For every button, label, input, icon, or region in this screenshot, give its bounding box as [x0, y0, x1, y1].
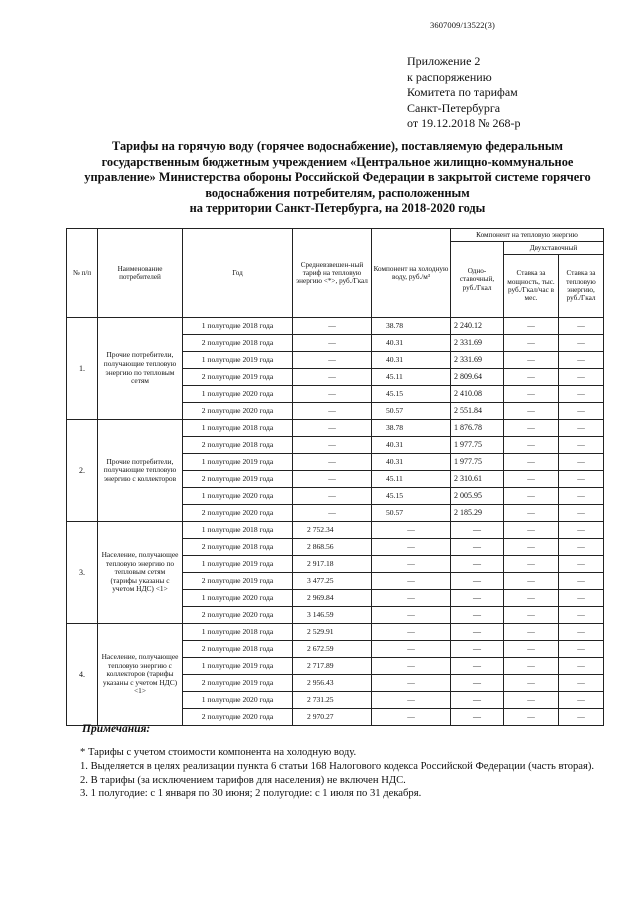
avg-tariff-cell: —	[293, 403, 372, 420]
period-cell: 2 полугодие 2018 года	[183, 539, 293, 556]
capacity-rate-cell: —	[504, 386, 559, 403]
single-rate-cell: 2 551.84	[451, 403, 504, 420]
table-header	[67, 229, 604, 318]
period-cell: 2 полугодие 2018 года	[183, 335, 293, 352]
consumer-name: Население, получающее тепловую энергию по тепловым сетям (тарифы указаны с учетом НДС) <1>	[98, 522, 183, 624]
avg-tariff-cell: 2 970.27	[293, 709, 372, 726]
notes-block	[80, 746, 594, 801]
cold-water-cell: —	[372, 539, 451, 556]
cold-water-cell: 40.31	[372, 352, 451, 369]
energy-rate-cell: —	[559, 641, 604, 658]
appendix-block	[407, 54, 521, 132]
single-rate-cell: —	[451, 692, 504, 709]
title-line: на территории Санкт-Петербурга, на 2018-2020 годы	[189, 201, 486, 215]
energy-rate-cell: —	[559, 454, 604, 471]
cold-water-cell: 45.11	[372, 471, 451, 488]
period-cell: 2 полугодие 2020 года	[183, 607, 293, 624]
avg-tariff-cell: 2 672.59	[293, 641, 372, 658]
cold-water-cell: —	[372, 522, 451, 539]
energy-rate-cell: —	[559, 624, 604, 641]
single-rate-cell: —	[451, 709, 504, 726]
cold-water-cell: 40.31	[372, 454, 451, 471]
period-cell: 1 полугодие 2019 года	[183, 352, 293, 369]
period-cell: 1 полугодие 2018 года	[183, 624, 293, 641]
capacity-rate-cell: —	[504, 471, 559, 488]
cold-water-cell: —	[372, 641, 451, 658]
energy-rate-cell: —	[559, 505, 604, 522]
title-line: управление» Министерства обороны Российской Федерации в закрытой системе горячего	[84, 170, 591, 184]
capacity-rate-cell: —	[504, 692, 559, 709]
avg-tariff-cell: —	[293, 386, 372, 403]
capacity-rate-cell: —	[504, 403, 559, 420]
avg-tariff-cell: 2 752.34	[293, 522, 372, 539]
capacity-rate-cell: —	[504, 556, 559, 573]
single-rate-cell: 2 331.69	[451, 335, 504, 352]
header-heat-component: Компонент на тепловую энергию	[451, 229, 604, 242]
header-two-rate: Двухставочный	[504, 242, 604, 255]
appendix-line: Комитета по тарифам	[407, 85, 518, 99]
single-rate-cell: —	[451, 658, 504, 675]
period-cell: 2 полугодие 2019 года	[183, 573, 293, 590]
cold-water-cell: —	[372, 709, 451, 726]
title-line: водоснабжения потребителям, расположенным	[205, 185, 470, 200]
period-cell: 1 полугодие 2020 года	[183, 386, 293, 403]
avg-tariff-cell: —	[293, 505, 372, 522]
header-capacity-rate: Ставка за мощность, тыс. руб./Гкал/час в мес.	[504, 255, 559, 318]
avg-tariff-cell: 3 146.59	[293, 607, 372, 624]
cold-water-cell: —	[372, 624, 451, 641]
period-cell: 1 полугодие 2019 года	[183, 454, 293, 471]
capacity-rate-cell: —	[504, 675, 559, 692]
avg-tariff-cell: —	[293, 437, 372, 454]
single-rate-cell: 1 977.75	[451, 437, 504, 454]
period-cell: 1 полугодие 2020 года	[183, 692, 293, 709]
energy-rate-cell: —	[559, 420, 604, 437]
avg-tariff-cell: 2 956.43	[293, 675, 372, 692]
avg-tariff-cell: —	[293, 352, 372, 369]
energy-rate-cell: —	[559, 403, 604, 420]
period-cell: 1 полугодие 2019 года	[183, 556, 293, 573]
avg-tariff-cell: 2 917.18	[293, 556, 372, 573]
single-rate-cell: 2 240.12	[451, 318, 504, 335]
single-rate-cell: 2 310.61	[451, 471, 504, 488]
single-rate-cell: —	[451, 522, 504, 539]
group-number: 2.	[67, 420, 98, 522]
cold-water-cell: —	[372, 675, 451, 692]
energy-rate-cell: —	[559, 437, 604, 454]
period-cell: 1 полугодие 2019 года	[183, 658, 293, 675]
header-num: № п/п	[67, 229, 98, 318]
capacity-rate-cell: —	[504, 641, 559, 658]
capacity-rate-cell: —	[504, 573, 559, 590]
capacity-rate-cell: —	[504, 352, 559, 369]
capacity-rate-cell: —	[504, 658, 559, 675]
energy-rate-cell: —	[559, 488, 604, 505]
capacity-rate-cell: —	[504, 590, 559, 607]
capacity-rate-cell: —	[504, 369, 559, 386]
single-rate-cell: 2 005.95	[451, 488, 504, 505]
energy-rate-cell: —	[559, 522, 604, 539]
period-cell: 1 полугодие 2018 года	[183, 420, 293, 437]
group-number: 1.	[67, 318, 98, 420]
capacity-rate-cell: —	[504, 539, 559, 556]
notes-title: Примечания:	[82, 723, 151, 735]
period-cell: 2 полугодие 2020 года	[183, 709, 293, 726]
cold-water-cell: —	[372, 556, 451, 573]
energy-rate-cell: —	[559, 556, 604, 573]
energy-rate-cell: —	[559, 335, 604, 352]
cold-water-cell: 40.31	[372, 335, 451, 352]
avg-tariff-cell: 3 477.25	[293, 573, 372, 590]
table-row	[67, 522, 604, 539]
cold-water-cell: —	[372, 692, 451, 709]
capacity-rate-cell: —	[504, 607, 559, 624]
energy-rate-cell: —	[559, 675, 604, 692]
energy-rate-cell: —	[559, 318, 604, 335]
single-rate-cell: —	[451, 556, 504, 573]
energy-rate-cell: —	[559, 352, 604, 369]
period-cell: 2 полугодие 2019 года	[183, 675, 293, 692]
cold-water-cell: —	[372, 658, 451, 675]
header-cold-water: Компонент на холодную воду, руб./м³	[372, 229, 451, 318]
single-rate-cell: 2 185.29	[451, 505, 504, 522]
energy-rate-cell: —	[559, 386, 604, 403]
energy-rate-cell: —	[559, 471, 604, 488]
table-body	[67, 318, 604, 726]
avg-tariff-cell: —	[293, 454, 372, 471]
cold-water-cell: 40.31	[372, 437, 451, 454]
period-cell: 1 полугодие 2020 года	[183, 488, 293, 505]
single-rate-cell: —	[451, 573, 504, 590]
avg-tariff-cell: 2 717.89	[293, 658, 372, 675]
capacity-rate-cell: —	[504, 318, 559, 335]
capacity-rate-cell: —	[504, 488, 559, 505]
energy-rate-cell: —	[559, 658, 604, 675]
period-cell: 2 полугодие 2020 года	[183, 505, 293, 522]
single-rate-cell: —	[451, 641, 504, 658]
single-rate-cell: —	[451, 539, 504, 556]
header-year: Год	[183, 229, 293, 318]
energy-rate-cell: —	[559, 573, 604, 590]
table-row	[67, 420, 604, 437]
energy-rate-cell: —	[559, 590, 604, 607]
appendix-line: к распоряжению	[407, 69, 492, 84]
period-cell: 2 полугодие 2020 года	[183, 403, 293, 420]
avg-tariff-cell: —	[293, 420, 372, 437]
single-rate-cell: 2 809.64	[451, 369, 504, 386]
header-energy-rate: Ставка за тепловую энергию, руб./Гкал	[559, 255, 604, 318]
single-rate-cell: 1 876.78	[451, 420, 504, 437]
cold-water-cell: 45.15	[372, 488, 451, 505]
avg-tariff-cell: —	[293, 318, 372, 335]
energy-rate-cell: —	[559, 539, 604, 556]
period-cell: 2 полугодие 2019 года	[183, 369, 293, 386]
title-line: государственным бюджетным учреждением «Центральное жилищно-коммунальное	[101, 154, 574, 169]
note-line: 1. Выделяется в целях реализации пункта 6 статьи 168 Налогового кодекса Российской Федерации (часть вторая).	[80, 760, 595, 772]
period-cell: 2 полугодие 2018 года	[183, 437, 293, 454]
period-cell: 1 полугодие 2020 года	[183, 590, 293, 607]
header-single-rate: Одно-ставочный, руб./Гкал	[451, 242, 504, 318]
avg-tariff-cell: —	[293, 471, 372, 488]
cold-water-cell: 50.57	[372, 505, 451, 522]
note-line: * Тарифы с учетом стоимости компонента на холодную воду.	[80, 747, 357, 758]
avg-tariff-cell: 2 529.91	[293, 624, 372, 641]
cold-water-cell: —	[372, 607, 451, 624]
period-cell: 1 полугодие 2018 года	[183, 318, 293, 335]
single-rate-cell: —	[451, 590, 504, 607]
appendix-line: Приложение 2	[407, 54, 481, 68]
consumer-name: Прочие потребители, получающие тепловую энергию по тепловым сетям	[98, 318, 183, 420]
cold-water-cell: 45.11	[372, 369, 451, 386]
period-cell: 2 полугодие 2018 года	[183, 641, 293, 658]
table-row	[67, 624, 604, 641]
title-line: Тарифы на горячую воду (горячее водоснабжение), поставляемую федеральным	[112, 139, 563, 153]
capacity-rate-cell: —	[504, 624, 559, 641]
single-rate-cell: 2 410.08	[451, 386, 504, 403]
avg-tariff-cell: 2 969.84	[293, 590, 372, 607]
capacity-rate-cell: —	[504, 454, 559, 471]
document-title	[70, 139, 605, 217]
period-cell: 1 полугодие 2018 года	[183, 522, 293, 539]
cold-water-cell: 38.78	[372, 318, 451, 335]
cold-water-cell: —	[372, 573, 451, 590]
single-rate-cell: —	[451, 607, 504, 624]
energy-rate-cell: —	[559, 709, 604, 726]
consumer-name: Население, получающее тепловую энергию с коллекторов (тарифы указаны с учетом НДС) <1>	[98, 624, 183, 726]
avg-tariff-cell: 2 731.25	[293, 692, 372, 709]
single-rate-cell: 2 331.69	[451, 352, 504, 369]
table-row	[67, 318, 604, 335]
appendix-line: от 19.12.2018 № 268-р	[407, 116, 521, 130]
energy-rate-cell: —	[559, 369, 604, 386]
note-line: 3. 1 полугодие: с 1 января по 30 июня; 2 полугодие: с 1 июля по 31 декабря.	[80, 788, 422, 800]
energy-rate-cell: —	[559, 692, 604, 709]
period-cell: 2 полугодие 2019 года	[183, 471, 293, 488]
avg-tariff-cell: —	[293, 369, 372, 386]
cold-water-cell: 50.57	[372, 403, 451, 420]
avg-tariff-cell: —	[293, 488, 372, 505]
capacity-rate-cell: —	[504, 709, 559, 726]
cold-water-cell: 45.15	[372, 386, 451, 403]
single-rate-cell: —	[451, 675, 504, 692]
capacity-rate-cell: —	[504, 522, 559, 539]
header-avg-tariff: Средневзвешен-ный тариф на тепловую энергию <*>, руб./Гкал	[293, 229, 372, 318]
cold-water-cell: 38.78	[372, 420, 451, 437]
note-line: 2. В тарифы (за исключением тарифов для населения) не включен НДС.	[80, 774, 406, 786]
header-consumer: Наименование потребителей	[98, 229, 183, 318]
cold-water-cell: —	[372, 590, 451, 607]
capacity-rate-cell: —	[504, 437, 559, 454]
capacity-rate-cell: —	[504, 335, 559, 352]
capacity-rate-cell: —	[504, 420, 559, 437]
consumer-name: Прочие потребители, получающие тепловую энергию с коллекторов	[98, 420, 183, 522]
tariffs-table	[66, 228, 604, 726]
group-number: 3.	[67, 522, 98, 624]
appendix-line: Санкт-Петербурга	[407, 100, 501, 115]
avg-tariff-cell: 2 868.56	[293, 539, 372, 556]
capacity-rate-cell: —	[504, 505, 559, 522]
document-number: 3607009/13522(3)	[430, 20, 495, 30]
avg-tariff-cell: —	[293, 335, 372, 352]
energy-rate-cell: —	[559, 607, 604, 624]
group-number: 4.	[67, 624, 98, 726]
single-rate-cell: 1 977.75	[451, 454, 504, 471]
single-rate-cell: —	[451, 624, 504, 641]
